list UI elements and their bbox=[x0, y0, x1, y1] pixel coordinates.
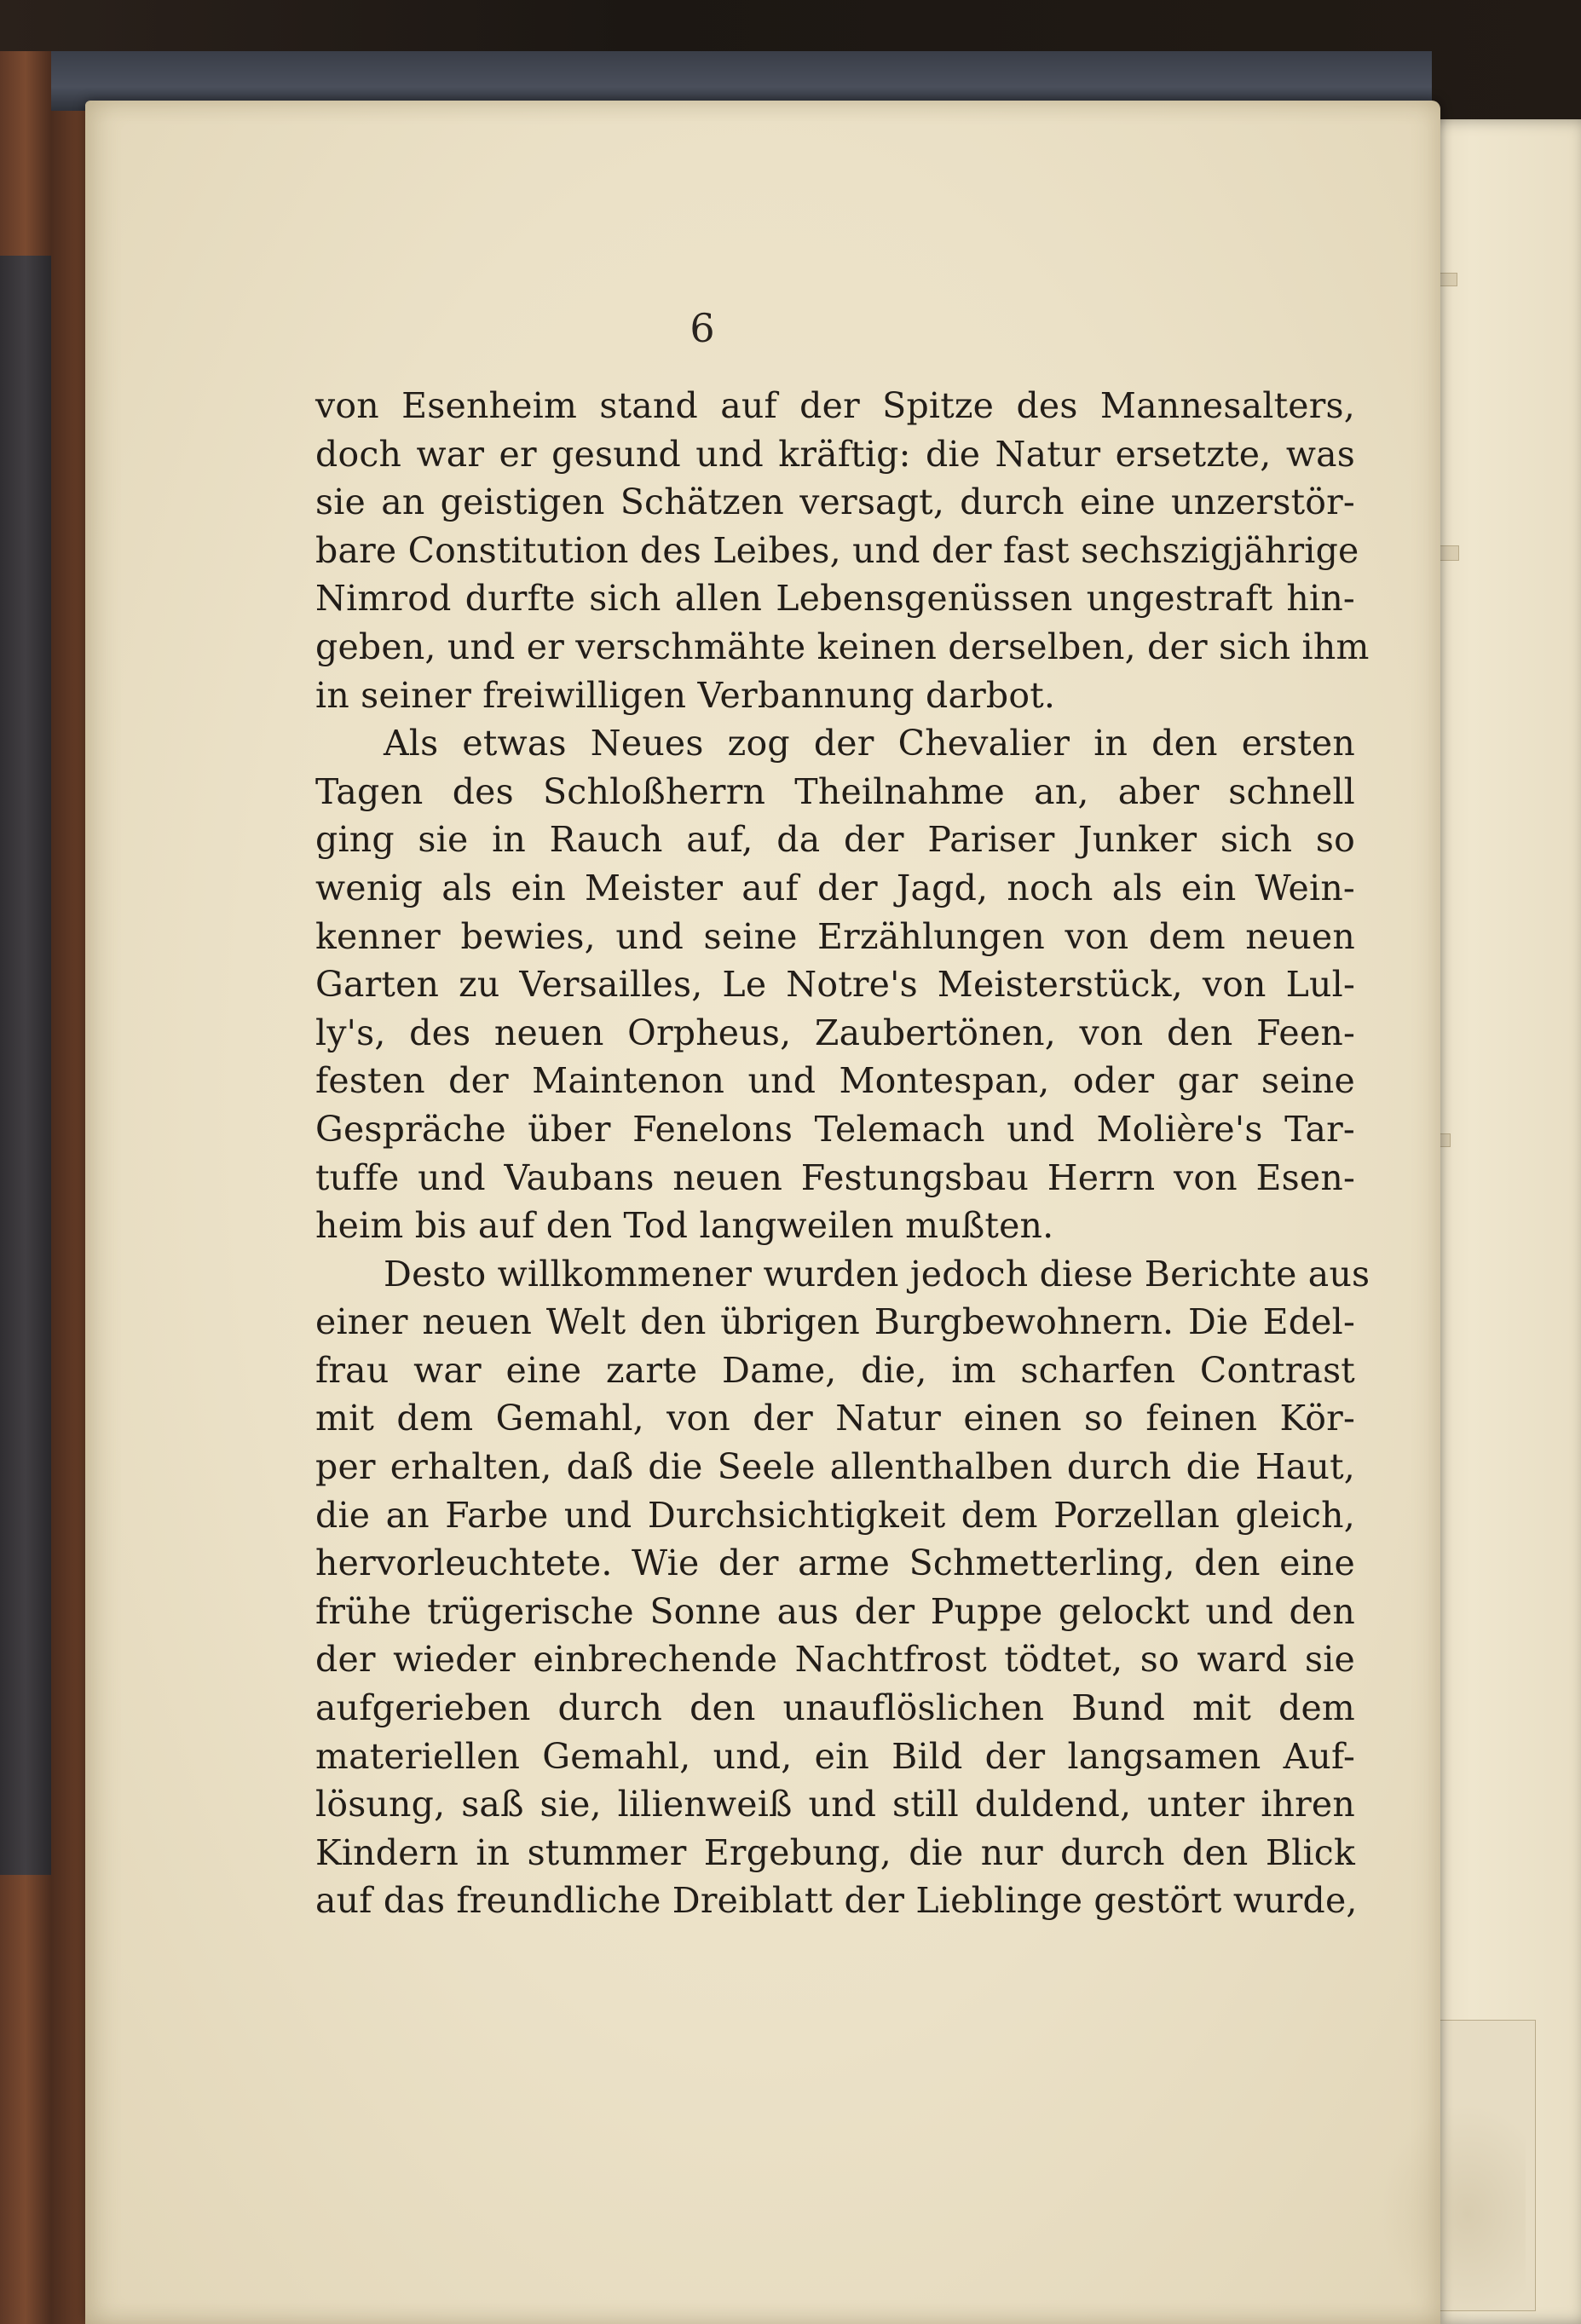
text-line: in seiner freiwilligen Verbannung darbot. bbox=[315, 674, 1056, 716]
text-line: festen der Maintenon und Montespan, oder gar seine bbox=[315, 1060, 1355, 1102]
text-line: Kindern in stummer Ergebung, die nur durch den Blick bbox=[315, 1831, 1355, 1873]
text-line: Als etwas Neues zog der Chevalier in den ersten bbox=[384, 723, 1355, 764]
page-text bbox=[315, 382, 1370, 1925]
page-number: 6 bbox=[690, 305, 717, 351]
text-line: heim bis auf den Tod langweilen mußten. bbox=[315, 1205, 1054, 1247]
text-line: Nimrod durfte sich allen Lebensgenüssen ungestraft hin- bbox=[315, 578, 1355, 620]
text-line: Garten zu Versailles, Le Notre's Meisterstück, von Lul- bbox=[315, 964, 1355, 1006]
text-line: per erhalten, daß die Seele allenthalben durch die Haut, bbox=[315, 1446, 1355, 1488]
text-line: Tagen des Schloßherrn Theilnahme an, aber schnell bbox=[315, 770, 1355, 812]
paper-stain bbox=[1381, 2103, 1526, 2324]
text-line: tuffe und Vaubans neuen Festungsbau Herrn von Esen- bbox=[315, 1156, 1355, 1198]
text-line: Gespräche über Fenelons Telemach und Molière's Tar- bbox=[315, 1108, 1355, 1150]
text-line: geben, und er verschmähte keinen derselben, der sich ihm bbox=[315, 626, 1370, 667]
text-line: hervorleuchtete. Wie der arme Schmetterling, den eine bbox=[315, 1543, 1355, 1584]
text-line: auf das freundliche Dreiblatt der Lieblinge gestört wurde, bbox=[315, 1880, 1358, 1922]
text-line: doch war er gesund und kräftig: die Natur ersetzte, was bbox=[315, 433, 1355, 475]
text-line: frau war eine zarte Dame, die, im scharfen Contrast bbox=[315, 1349, 1355, 1391]
text-line: materiellen Gemahl, und, ein Bild der langsamen Auf- bbox=[315, 1735, 1355, 1777]
book-page bbox=[85, 101, 1440, 2324]
text-line: frühe trügerische Sonne aus der Puppe gelockt und den bbox=[315, 1590, 1355, 1632]
text-line: ging sie in Rauch auf, da der Pariser Junker sich so bbox=[315, 819, 1355, 861]
text-line: aufgerieben durch den unauflöslichen Bund mit dem bbox=[315, 1687, 1355, 1729]
text-line: bare Constitution des Leibes, und der fast sechszigjährige bbox=[315, 529, 1359, 571]
text-line: von Esenheim stand auf der Spitze des Mannesalters, bbox=[315, 385, 1355, 426]
text-line: lösung, saß sie, lilienweiß und still duldend, unter ihren bbox=[315, 1784, 1355, 1825]
text-line: sie an geistigen Schätzen versagt, durch eine unzerstör- bbox=[315, 482, 1355, 523]
text-line: wenig als ein Meister auf der Jagd, noch als ein Wein- bbox=[315, 867, 1355, 908]
text-line: Desto willkommener wurden jedoch diese Berichte aus bbox=[384, 1253, 1370, 1295]
text-line: kenner bewies, und seine Erzählungen von dem neuen bbox=[315, 915, 1355, 957]
text-line: mit dem Gemahl, von der Natur einen so feinen Kör- bbox=[315, 1398, 1355, 1439]
text-line: der wieder einbrechende Nachtfrost tödtet, so ward sie bbox=[315, 1639, 1355, 1681]
text-line: die an Farbe und Durchsichtigkeit dem Porzellan gleich, bbox=[315, 1494, 1355, 1536]
book-cover-spine-band bbox=[0, 256, 51, 1875]
text-line: einer neuen Welt den übrigen Burgbewohnern. Die Edel- bbox=[315, 1301, 1355, 1343]
text-line: ly's, des neuen Orpheus, Zaubertönen, von den Feen- bbox=[315, 1012, 1355, 1053]
